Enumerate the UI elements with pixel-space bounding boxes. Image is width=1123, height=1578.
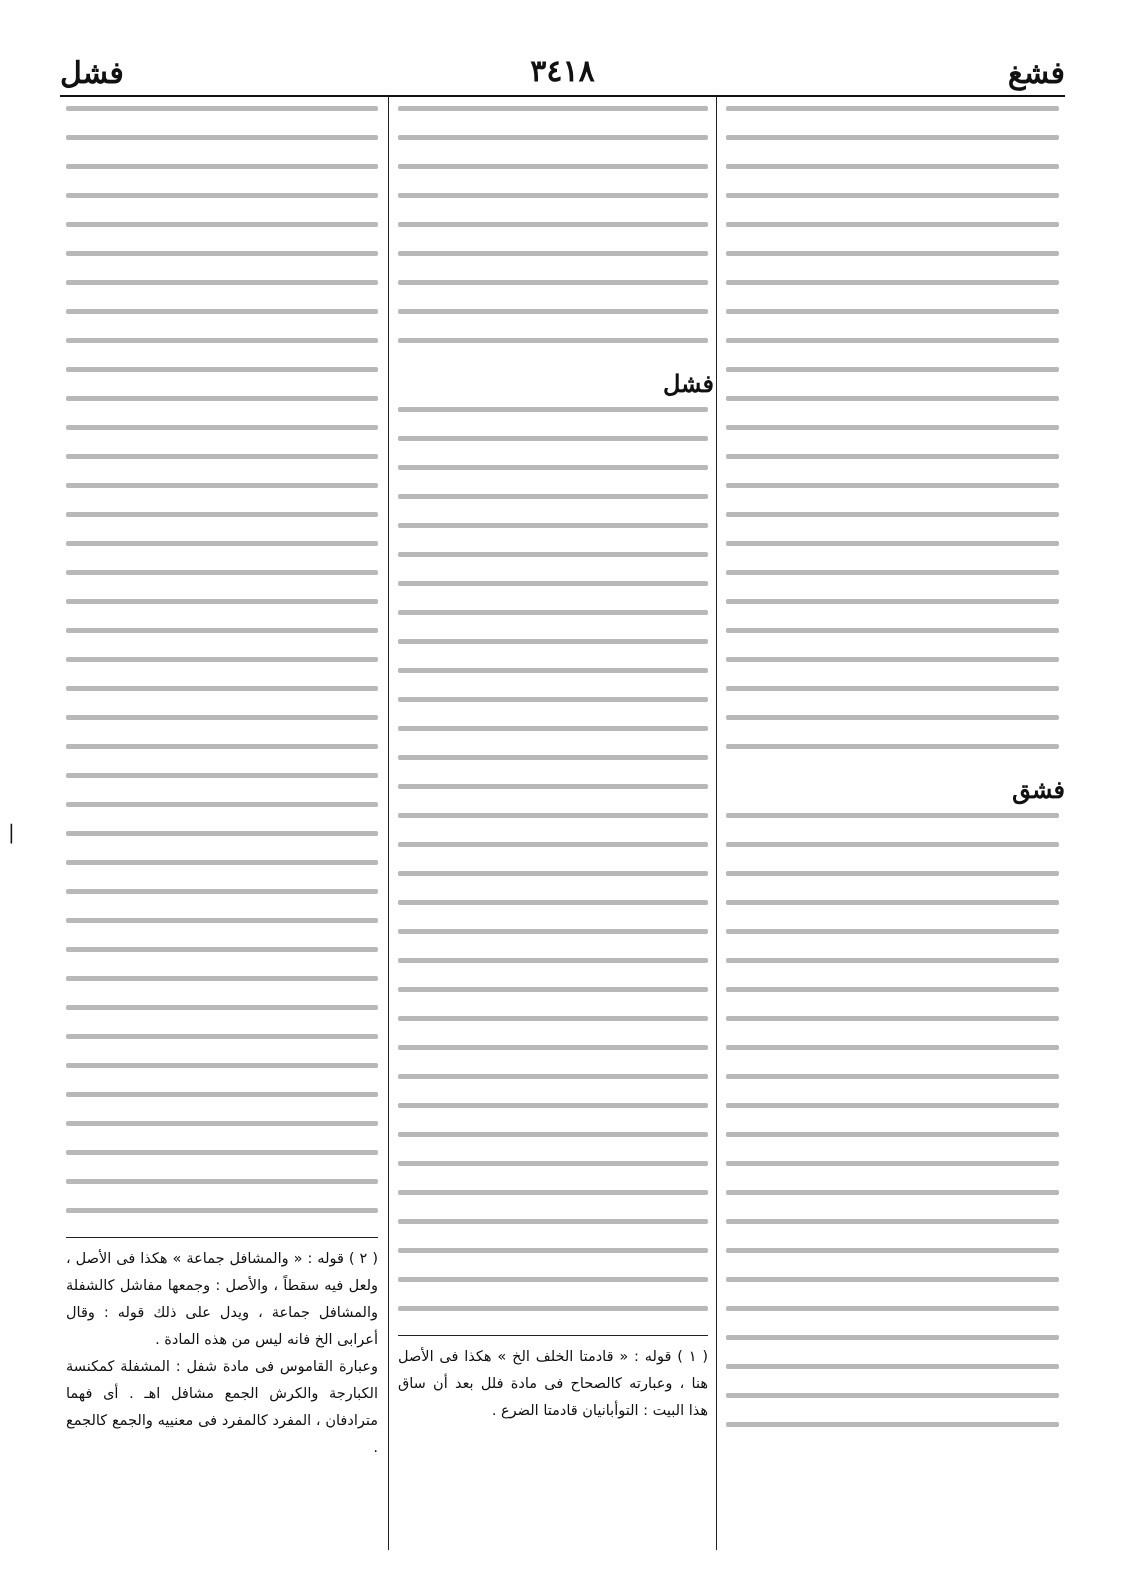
footnote: ( ١ ) قوله : « قادمتا الخلف الخ » هكذا فى الأصل هنا ، وعبارته كالصحاح فى مادة فلل بعد أن ساق هذا البيت : التوأبانيان قادمتا الضرع .	[398, 1349, 708, 1419]
body-text-placeholder	[726, 813, 1059, 1427]
entry-heading: فشل	[662, 369, 714, 398]
left-guide-word: فشل	[60, 56, 124, 91]
header-rule	[60, 95, 1065, 97]
entry-heading: فشق	[1012, 775, 1065, 804]
right-guide-word: فشغ	[1007, 56, 1065, 91]
margin-mark: |	[8, 820, 15, 844]
column-divider	[716, 95, 717, 1550]
column-left	[60, 100, 384, 1550]
footnote: وعبارة القاموس فى مادة شفل : المشفلة كمكنسة الكبارجة والكرش الجمع مشافل اهـ . أى فهما مترادفان ، المفرد كالمفرد فى معنييه والجمع كالجمع .	[66, 1359, 378, 1456]
column-middle	[392, 100, 714, 1550]
body-text-placeholder	[66, 106, 378, 1213]
body-text-placeholder	[726, 106, 1059, 749]
body-text-placeholder	[398, 106, 708, 343]
column-divider	[388, 95, 389, 1550]
footnote-rule	[66, 1237, 378, 1238]
column-right	[720, 100, 1065, 1550]
page-number: ٣٤١٨	[530, 54, 595, 89]
footnote: ( ٢ ) قوله : « والمشافل جماعة » هكذا فى الأصل ، ولعل فيه سقطاً ، والأصل : وجمعها مفاشل كالشفلة والمشافل جماعة ، ويدل على ذلك قوله : وقال أعرابى الخ فانه ليس من هذه المادة .	[66, 1251, 378, 1348]
body-text-placeholder	[398, 407, 708, 1311]
page-header	[60, 50, 1065, 100]
footnote-rule	[398, 1335, 708, 1336]
